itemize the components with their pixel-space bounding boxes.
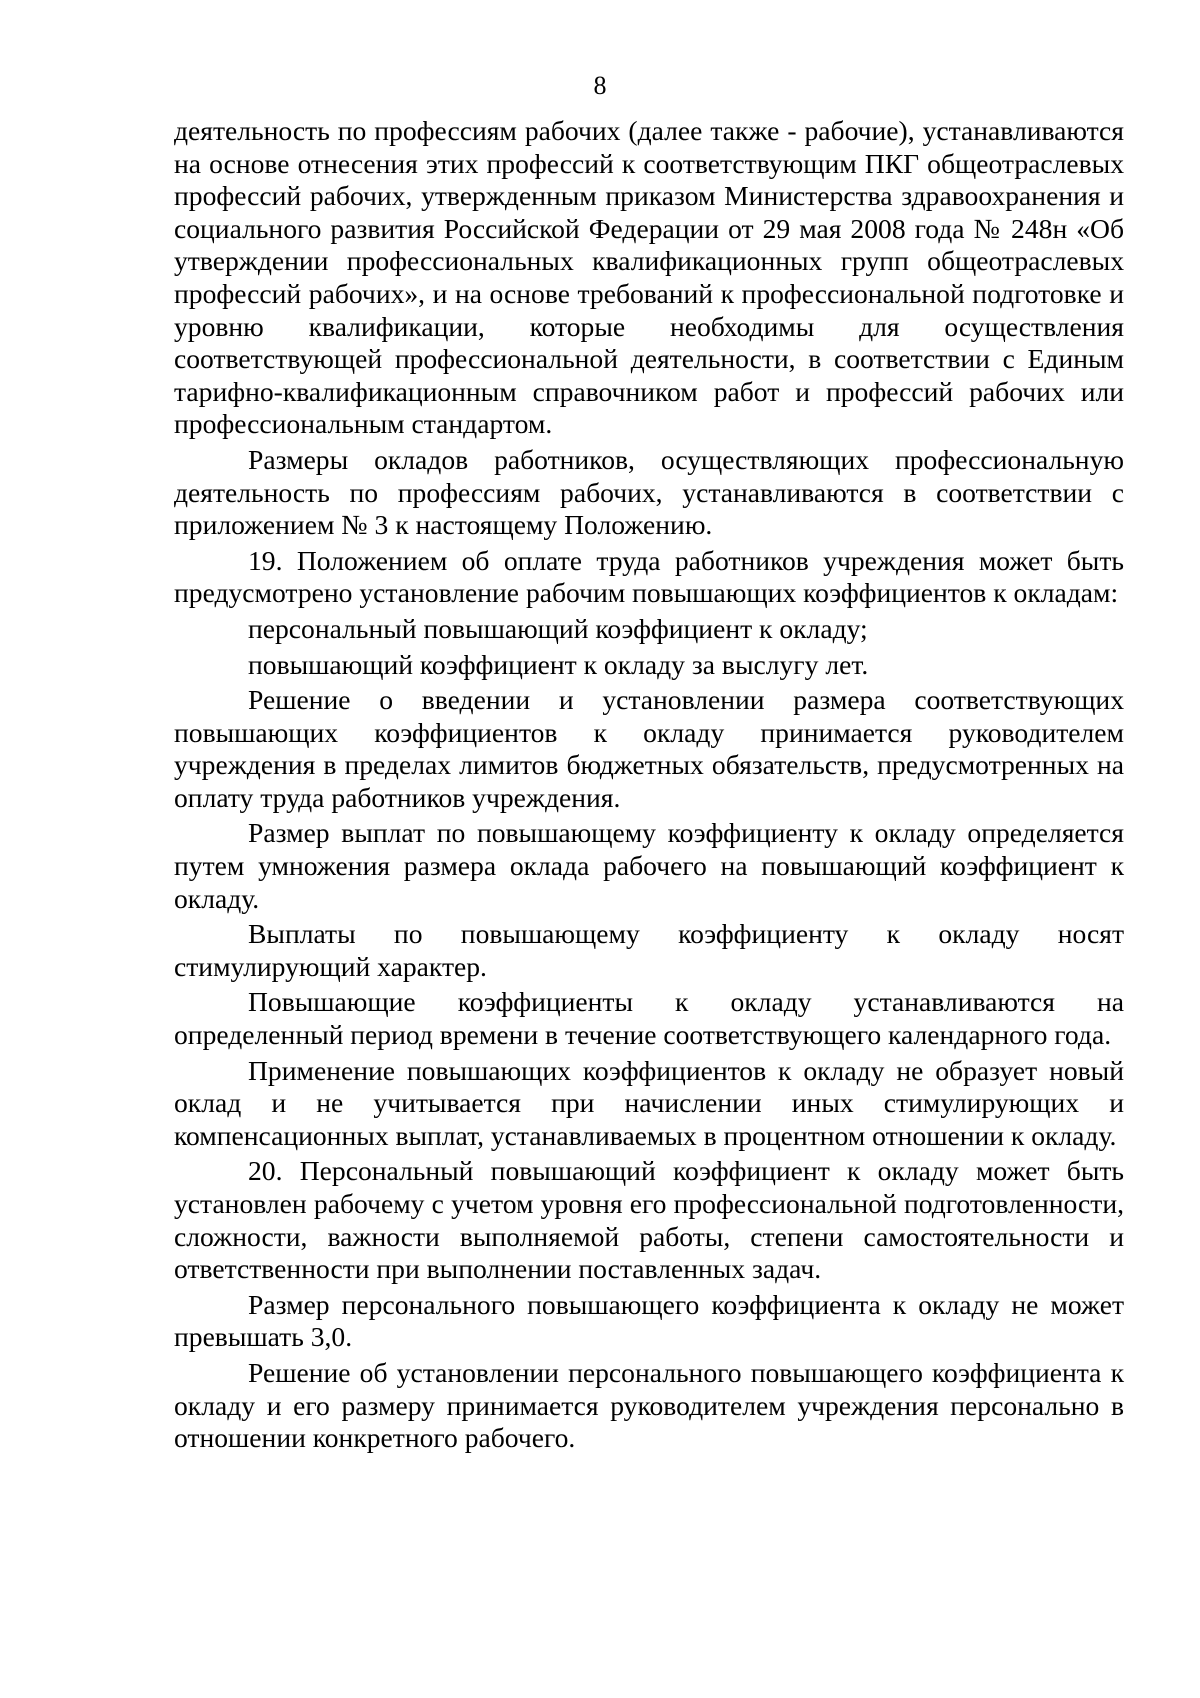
document-body: [174, 115, 1124, 1455]
paragraph: Размер персонального повышающего коэффициента к окладу не может превышать 3,0.: [174, 1288, 1124, 1353]
paragraph: Повышающие коэффициенты к окладу устанавливаются на определенный период времени в течение соответствующего календарного года.: [174, 986, 1124, 1051]
paragraph: Решение о введении и установлении размера соответствующих повышающих коэффициентов к окладу принимается руководителем учреждения в пределах лимитов бюджетных обязательств, предусмотренных на оплату труда работников учреждения.: [174, 684, 1124, 813]
paragraph: 20. Персональный повышающий коэффициент к окладу может быть установлен рабочему с учетом уровня его профессиональной подготовленности, сложности, важности выполняемой работы, степени самостоятельности и ответственности при выполнении поставленных задач.: [174, 1155, 1124, 1285]
paragraph: деятельность по профессиям рабочих (далее также - рабочие), устанавливаются на основе отнесения этих профессий к соответствующим ПКГ общеотраслевых профессий рабочих, утвержденным приказом Министерства здравоохранения и социального развития Российской Федерации от 29 мая 2008 года № 248н «Об утверждении профессиональных квалификационных групп общеотраслевых профессий рабочих», и на основе требований к профессиональной подготовке и уровню квалификации, которые необходимы для осуществления соответствующей профессиональной деятельности, в соответствии с Единым тарифно-квалификационным справочником работ и профессий рабочих или профессиональным стандартом.: [174, 115, 1124, 440]
paragraph: Применение повышающих коэффициентов к окладу не образует новый оклад и не учитывается при начислении иных стимулирующих и компенсационных выплат, устанавливаемых в процентном отношении к окладу.: [174, 1054, 1124, 1151]
paragraph: 19. Положением об оплате труда работников учреждения может быть предусмотрено установление рабочим повышающих коэффициентов к окладам:: [174, 544, 1124, 609]
page-number: 8: [593, 71, 607, 100]
paragraph: Решение об установлении персонального повышающего коэффициента к окладу и его размеру принимается руководителем учреждения персонально в отношении конкретного рабочего.: [174, 1356, 1124, 1454]
paragraph: Выплаты по повышающему коэффициенту к окладу носят стимулирующий характер.: [174, 918, 1124, 982]
list-item: персональный повышающий коэффициент к окладу;: [248, 612, 868, 644]
paragraph: Размеры окладов работников, осуществляющих профессиональную деятельность по профессиям рабочих, устанавливаются в соответствии с приложением № 3 к настоящему Положению.: [174, 443, 1124, 541]
paragraph: Размер выплат по повышающему коэффициенту к окладу определяется путем умножения размера оклада рабочего на повышающий коэффициент к окладу.: [174, 817, 1124, 914]
list-item: повышающий коэффициент к окладу за выслугу лет.: [248, 648, 869, 680]
